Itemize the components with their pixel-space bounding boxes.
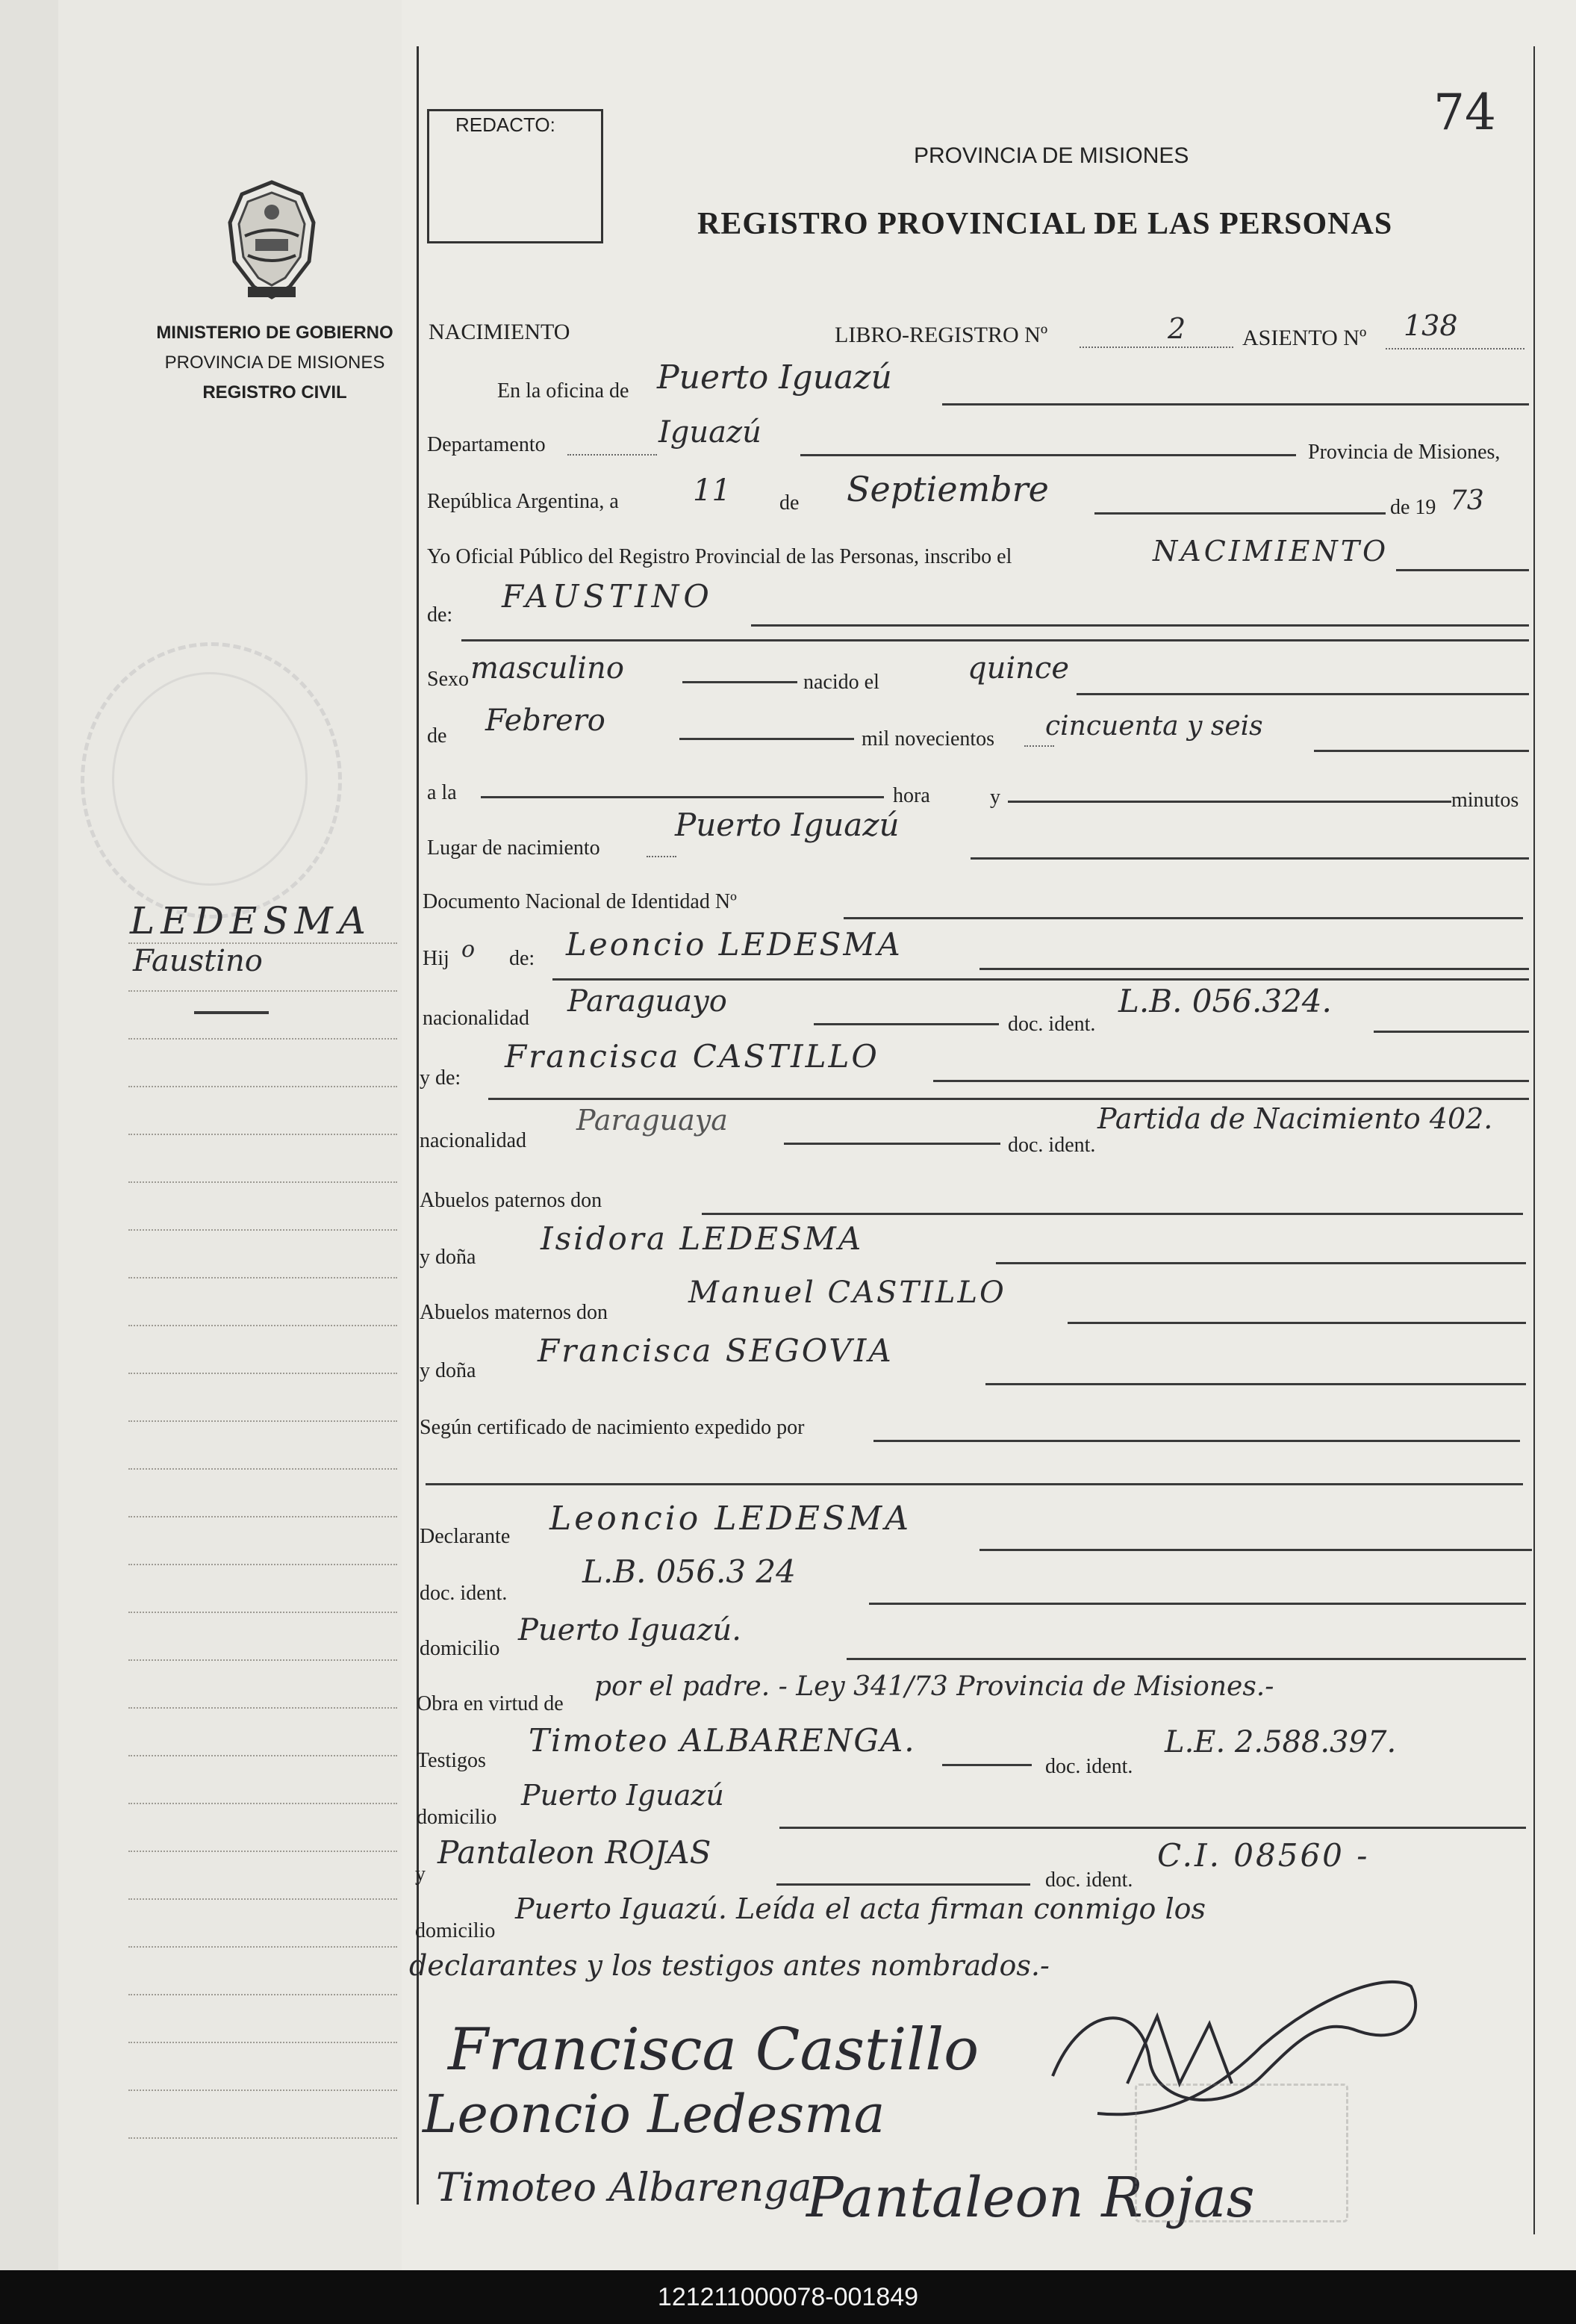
ministry-line-2: PROVINCIA DE MISIONES — [164, 352, 385, 373]
nacionalidad1-value: Paraguayo — [567, 984, 727, 1019]
nacimiento-label: NACIMIENTO — [429, 320, 570, 344]
dni-line — [844, 917, 1523, 919]
departamento-value: Iguazú — [658, 415, 761, 450]
domicilio1-label: domicilio — [420, 1637, 500, 1660]
stub-ruled-line — [128, 1134, 397, 1135]
domicilio3-continuation: declarantes y los testigos antes nombrados.- — [409, 1949, 1050, 1982]
doc2-value: Partida de Nacimiento 402. — [1097, 1102, 1493, 1135]
stub-ruled-line — [128, 2090, 397, 2091]
min-line — [1008, 801, 1451, 803]
signature-leoncio: Leoncio Ledesma — [423, 2084, 885, 2145]
yo-line — [1396, 569, 1529, 571]
oficina-line — [942, 403, 1529, 406]
minutos-label: minutos — [1451, 789, 1519, 812]
mil-label: mil novecientos — [862, 727, 995, 751]
nacido-label: nacido el — [803, 671, 879, 694]
stub-given-name: Faustino — [133, 944, 263, 978]
hijo-suffix: o — [461, 936, 476, 963]
mes-nac-line — [679, 738, 854, 740]
stub-ruled-line — [128, 2137, 397, 2139]
doc1-line — [1374, 1031, 1529, 1033]
abuelo-pat-line — [702, 1213, 1523, 1215]
doc1-label: doc. ident. — [1008, 1013, 1096, 1036]
ministry-line-3: REGISTRO CIVIL — [202, 382, 347, 403]
de2-label: de — [427, 724, 447, 748]
domicilio3-label: domicilio — [415, 1919, 496, 1942]
a-la-label: a la — [427, 781, 457, 804]
domicilio2-value: Puerto Iguazú — [521, 1779, 724, 1812]
hora-label: hora — [893, 784, 930, 807]
nacido-value: quince — [968, 651, 1069, 686]
y-dona-label-2: y doña — [420, 1359, 476, 1382]
lugar-dots — [647, 856, 676, 857]
oficina-value: Puerto Iguazú — [657, 358, 892, 397]
testigos-label: Testigos — [417, 1749, 486, 1772]
provincia-suffix: Provincia de Misiones, — [1308, 441, 1501, 464]
stub-ruled-line — [128, 942, 397, 944]
mil-line — [1314, 750, 1529, 752]
abuelo-mat-value: Manuel CASTILLO — [688, 1276, 1006, 1310]
hijo-de-label: de: — [509, 947, 535, 970]
sexo-line — [682, 681, 797, 683]
signature-pantaleon: Pantaleon Rojas — [806, 2166, 1255, 2230]
nacionalidad2-value: Paraguaya — [576, 1104, 728, 1137]
sexo-value: masculino — [470, 651, 624, 686]
yo-oficial-text: Yo Oficial Público del Registro Provincial de las Personas, inscribo el — [427, 545, 1012, 568]
faded-stamp-inner — [112, 672, 308, 886]
segun-line — [873, 1440, 1520, 1442]
abuelo-mat-line — [1068, 1322, 1526, 1324]
testigo1-value: Timoteo ALBARENGA. — [529, 1722, 916, 1759]
testigo2-doc-value: C.I. 08560 - — [1157, 1837, 1370, 1874]
segun-label: Según certificado de nacimiento expedido por — [420, 1416, 805, 1439]
dia-value: 11 — [693, 473, 731, 508]
signature-francisca: Francisca Castillo — [448, 2016, 979, 2084]
dep-dots — [567, 454, 657, 456]
stub-ruled-line — [128, 1659, 397, 1661]
obra-label: Obra en virtud de — [417, 1692, 564, 1715]
stub-dash — [194, 1011, 269, 1014]
nac2-line — [784, 1143, 1000, 1145]
domicilio3-value: Puerto Iguazú. Leída el acta firman conmigo los — [515, 1892, 1206, 1925]
lugar-label: Lugar de nacimiento — [427, 836, 600, 860]
declarante-line — [979, 1549, 1532, 1551]
nacionalidad1-label: nacionalidad — [423, 1007, 530, 1030]
abuela-mat-value: Francisca SEGOVIA — [538, 1332, 894, 1369]
mes-line — [1094, 512, 1386, 515]
testigo2-doc-label: doc. ident. — [1045, 1868, 1133, 1892]
y-label: y — [990, 786, 1000, 809]
de-label: de — [779, 491, 800, 515]
mes-nac-value: Febrero — [485, 703, 605, 738]
binding-margin — [0, 0, 60, 2270]
abuelos-pat-label: Abuelos paternos don — [420, 1189, 602, 1212]
mes-value: Septiembre — [847, 469, 1049, 509]
libro-value: 2 — [1168, 312, 1186, 345]
asiento-line — [1386, 348, 1524, 349]
padre-line — [979, 968, 1529, 970]
stub-ruled-line — [128, 1946, 397, 1948]
stub-ruled-line — [128, 2042, 397, 2043]
hora-line — [481, 796, 884, 798]
declarante-label: Declarante — [420, 1525, 511, 1548]
stub-ruled-line — [128, 1325, 397, 1326]
testigo2-value: Pantaleon ROJAS — [437, 1834, 711, 1871]
abuela-mat-line — [985, 1383, 1526, 1385]
stub-ruled-line — [128, 1612, 397, 1613]
asiento-label: ASIENTO Nº — [1242, 326, 1367, 350]
faded-signature-stamp — [1135, 2084, 1348, 2222]
lugar-value: Puerto Iguazú — [675, 807, 900, 843]
segun-line-2 — [426, 1483, 1523, 1485]
de-name-label: de: — [427, 603, 453, 627]
stub-ruled-line — [128, 1851, 397, 1852]
dni-label: Documento Nacional de Identidad Nº — [423, 890, 737, 913]
padre-line-2 — [552, 978, 1529, 981]
stub-ruled-line — [128, 1181, 397, 1183]
declarante-doc-line — [869, 1603, 1526, 1605]
y-de-label: y de: — [420, 1066, 461, 1090]
archive-code-footer: 121211000078-001849 — [0, 2270, 1576, 2324]
province-heading: PROVINCIA DE MISIONES — [914, 143, 1189, 168]
stub-ruled-line — [128, 990, 397, 992]
declarante-doc-label: doc. ident. — [420, 1582, 508, 1605]
name-line — [751, 624, 1529, 627]
libro-label: LIBRO-REGISTRO Nº — [835, 323, 1048, 347]
stub-ruled-line — [128, 1516, 397, 1517]
madre-value: Francisca CASTILLO — [505, 1038, 879, 1075]
year-value: 73 — [1450, 485, 1484, 516]
stub-ruled-line — [128, 1038, 397, 1040]
hijo-label: Hij — [423, 947, 449, 970]
stub-ruled-line — [128, 1898, 397, 1900]
republica-label: República Argentina, a — [427, 490, 619, 513]
departamento-label: Departamento — [427, 433, 546, 456]
nacionalidad2-label: nacionalidad — [420, 1129, 527, 1152]
padre-value: Leoncio LEDESMA — [566, 926, 903, 963]
name-line-2 — [461, 639, 1529, 641]
testigo1-line — [942, 1764, 1032, 1766]
doc1-value: L.B. 056.324. — [1118, 983, 1332, 1019]
testigo2-line — [776, 1883, 1030, 1886]
declarante-value: Leoncio LEDESMA — [549, 1500, 912, 1538]
ministry-line-1: MINISTERIO DE GOBIERNO — [156, 323, 393, 343]
stub-ruled-line — [128, 1564, 397, 1565]
madre-line — [933, 1080, 1529, 1082]
stub-ruled-line — [128, 1707, 397, 1709]
declarante-doc-value: L.B. 056.3 24 — [582, 1553, 796, 1590]
domicilio1-value: Puerto Iguazú. — [518, 1613, 741, 1647]
signature-timoteo: Timoteo Albarenga — [436, 2166, 812, 2210]
stub-surname: LEDESMA — [130, 899, 372, 942]
domicilio2-line — [779, 1827, 1526, 1829]
madre-line-2 — [488, 1098, 1529, 1100]
abuelos-mat-label: Abuelos maternos don — [420, 1301, 608, 1324]
province-seal-icon — [218, 178, 326, 305]
stub-ruled-line — [128, 1994, 397, 1995]
dep-line — [800, 454, 1296, 456]
stub-column — [58, 0, 402, 2270]
abuela-pat-line — [996, 1262, 1526, 1264]
stub-ruled-line — [128, 1277, 397, 1278]
obra-value: por el padre. - Ley 341/73 Provincia de Misiones.- — [594, 1671, 1274, 1702]
redacto-label: REDACTO: — [455, 114, 555, 136]
y2-label: y — [415, 1862, 426, 1886]
testigo1-doc-label: doc. ident. — [1045, 1755, 1133, 1778]
asiento-value: 138 — [1404, 309, 1458, 342]
form-right-border — [1533, 46, 1535, 2234]
abuela-pat-value: Isidora LEDESMA — [541, 1220, 864, 1257]
name-value: FAUSTINO — [502, 578, 714, 615]
stub-ruled-line — [128, 1803, 397, 1804]
libro-line — [1080, 347, 1233, 348]
oficina-label: En la oficina de — [497, 379, 629, 403]
doc2-label: doc. ident. — [1008, 1134, 1096, 1157]
nacido-line — [1077, 693, 1529, 695]
sexo-label: Sexo — [427, 668, 469, 691]
stub-ruled-line — [128, 1086, 397, 1087]
page-number: 74 — [1433, 84, 1496, 141]
stub-ruled-line — [128, 1755, 397, 1756]
stub-ruled-line — [128, 1468, 397, 1470]
stub-ruled-line — [128, 1420, 397, 1422]
mil-dots — [1024, 745, 1054, 747]
nac1-line — [814, 1023, 999, 1025]
domicilio1-line — [847, 1658, 1526, 1660]
testigo1-doc-value: L.E. 2.588.397. — [1165, 1725, 1397, 1759]
stub-ruled-line — [128, 1373, 397, 1374]
yo-oficial-value: NACIMIENTO — [1153, 535, 1389, 568]
lugar-line — [971, 857, 1529, 860]
registry-heading: REGISTRO PROVINCIAL DE LAS PERSONAS — [697, 207, 1393, 241]
de-year-label: de 19 — [1390, 496, 1436, 519]
y-dona-label-1: y doña — [420, 1246, 476, 1269]
mil-value: cincuenta y seis — [1045, 711, 1263, 742]
domicilio2-label: domicilio — [417, 1806, 497, 1829]
stub-ruled-line — [128, 1229, 397, 1231]
